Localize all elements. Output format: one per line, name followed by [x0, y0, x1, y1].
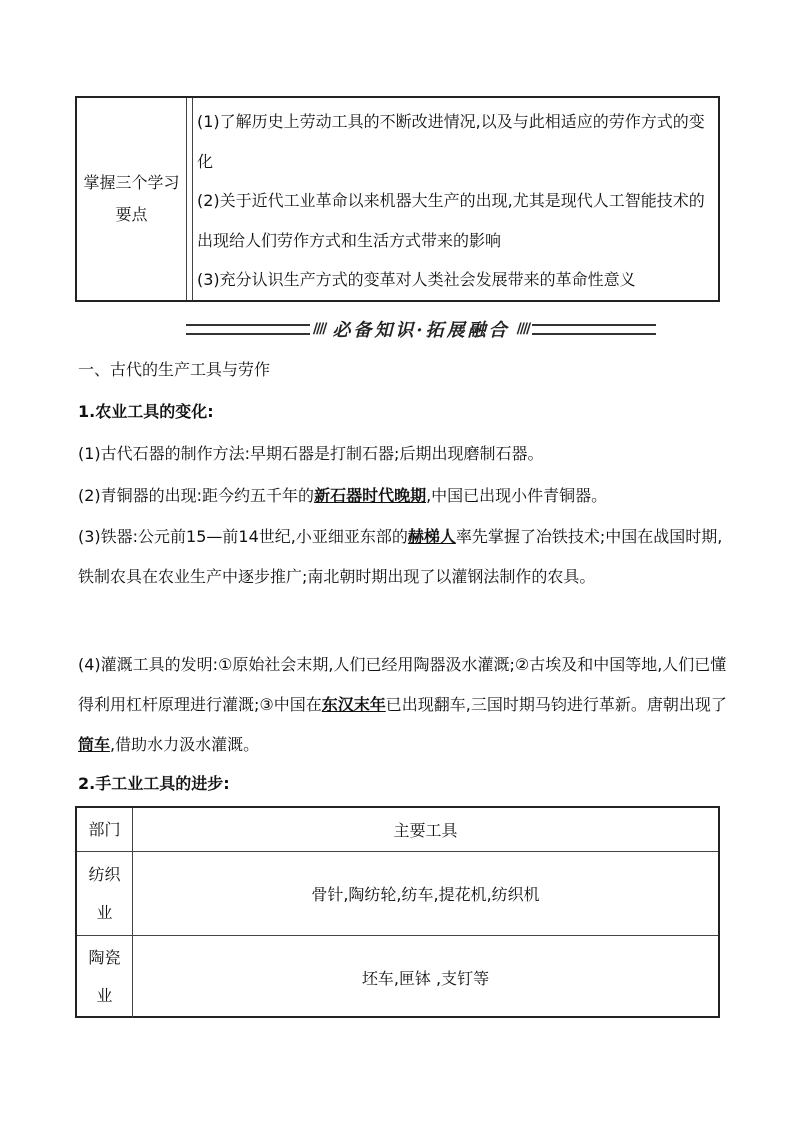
agri-p4-text-a: (4)灌溉工具的发明:①原始社会末期,人们已经用陶器汲水灌溉;②古埃及和中国等地,人们已懂得利用杠杆原理进行灌溉;③中国在 — [78, 655, 727, 714]
craft-heading: 2.手工业工具的进步: — [78, 774, 230, 793]
department-cell — [77, 852, 133, 935]
banner-left-slashes: //// — [312, 321, 326, 337]
agri-p4-text-c: ,借助水力汲水灌溉。 — [110, 735, 260, 754]
header-cell-department — [77, 808, 133, 851]
header-department: 部门 — [88, 819, 121, 839]
agri-p3-text-b: 率先掌握了冶铁技术;中国在战国时期,铁制农具在农业生产中逐步推广;南北朝时期出现了以灌钢法制作的农具。 — [78, 527, 723, 586]
banner-title: 必备知识·拓展融合 — [332, 320, 510, 341]
agri-p2-text-b: ,中国已出现小件青铜器。 — [426, 486, 608, 505]
banner-right-rule — [532, 324, 656, 335]
agri-p3-text-a: (3)铁器:公元前15—前14世纪,小亚细亚东部的 — [78, 527, 408, 546]
table-row — [77, 852, 718, 936]
tools-list: 骨针,陶纺轮,纺车,提花机,纺织机 — [311, 885, 540, 904]
agri-paragraph-1: (1)古代石器的制作方法:早期石器是打制石器;后期出现磨制石器。 — [78, 444, 544, 463]
table-row — [77, 936, 718, 1018]
agri-p2-text-a: (2)青铜器的出现:距今约五千年的 — [78, 486, 315, 505]
agri-p4-text-b: 已出现翻车,三国时期马钧进行革新。唐朝出现了 — [385, 695, 727, 714]
tools-list: 坯车,匣钵 ,支钉等 — [361, 968, 490, 988]
objectives-table — [75, 96, 720, 302]
banner-right-slashes: //// — [516, 321, 530, 337]
tools-table — [75, 806, 720, 1018]
section-banner — [186, 314, 656, 344]
agri-heading: 1.农业工具的变化: — [78, 402, 214, 421]
header-cell-tools — [133, 808, 718, 851]
agri-p4-keyword-1: 东汉末年 — [321, 695, 386, 714]
department-cell — [77, 936, 133, 1018]
agri-paragraph-2 — [78, 476, 728, 516]
table-header-row — [77, 808, 718, 852]
agri-p4-keyword-2: 筒车 — [78, 735, 111, 754]
department-name: 纺织业 — [88, 864, 121, 922]
agri-paragraph-4 — [78, 645, 728, 765]
tools-cell — [133, 936, 718, 1018]
department-name: 陶瓷业 — [88, 948, 121, 1005]
banner-left-rule — [186, 324, 310, 335]
agri-p2-keyword: 新石器时代晚期 — [314, 486, 427, 505]
objective-item-1: (1)了解历史上劳动工具的不断改进情况,以及与此相适应的劳作方式的变化 — [197, 112, 705, 171]
objectives-label: 掌握三个学习要点 — [83, 173, 180, 224]
section-heading: 一、古代的生产工具与劳作 — [78, 360, 271, 379]
objective-item-3: (3)充分认识生产方式的变革对人类社会发展带来的革命性意义 — [197, 270, 636, 289]
tools-cell — [133, 852, 718, 935]
agri-p3-keyword: 赫梯人 — [407, 527, 456, 546]
objectives-items-cell — [192, 98, 718, 300]
objectives-label-cell — [77, 98, 187, 300]
objective-item-2: (2)关于近代工业革命以来机器大生产的出现,尤其是现代人工智能技术的出现给人们劳作方式和生活方式带来的影响 — [197, 191, 705, 250]
header-tools: 主要工具 — [393, 821, 458, 840]
agri-paragraph-3 — [78, 517, 728, 597]
